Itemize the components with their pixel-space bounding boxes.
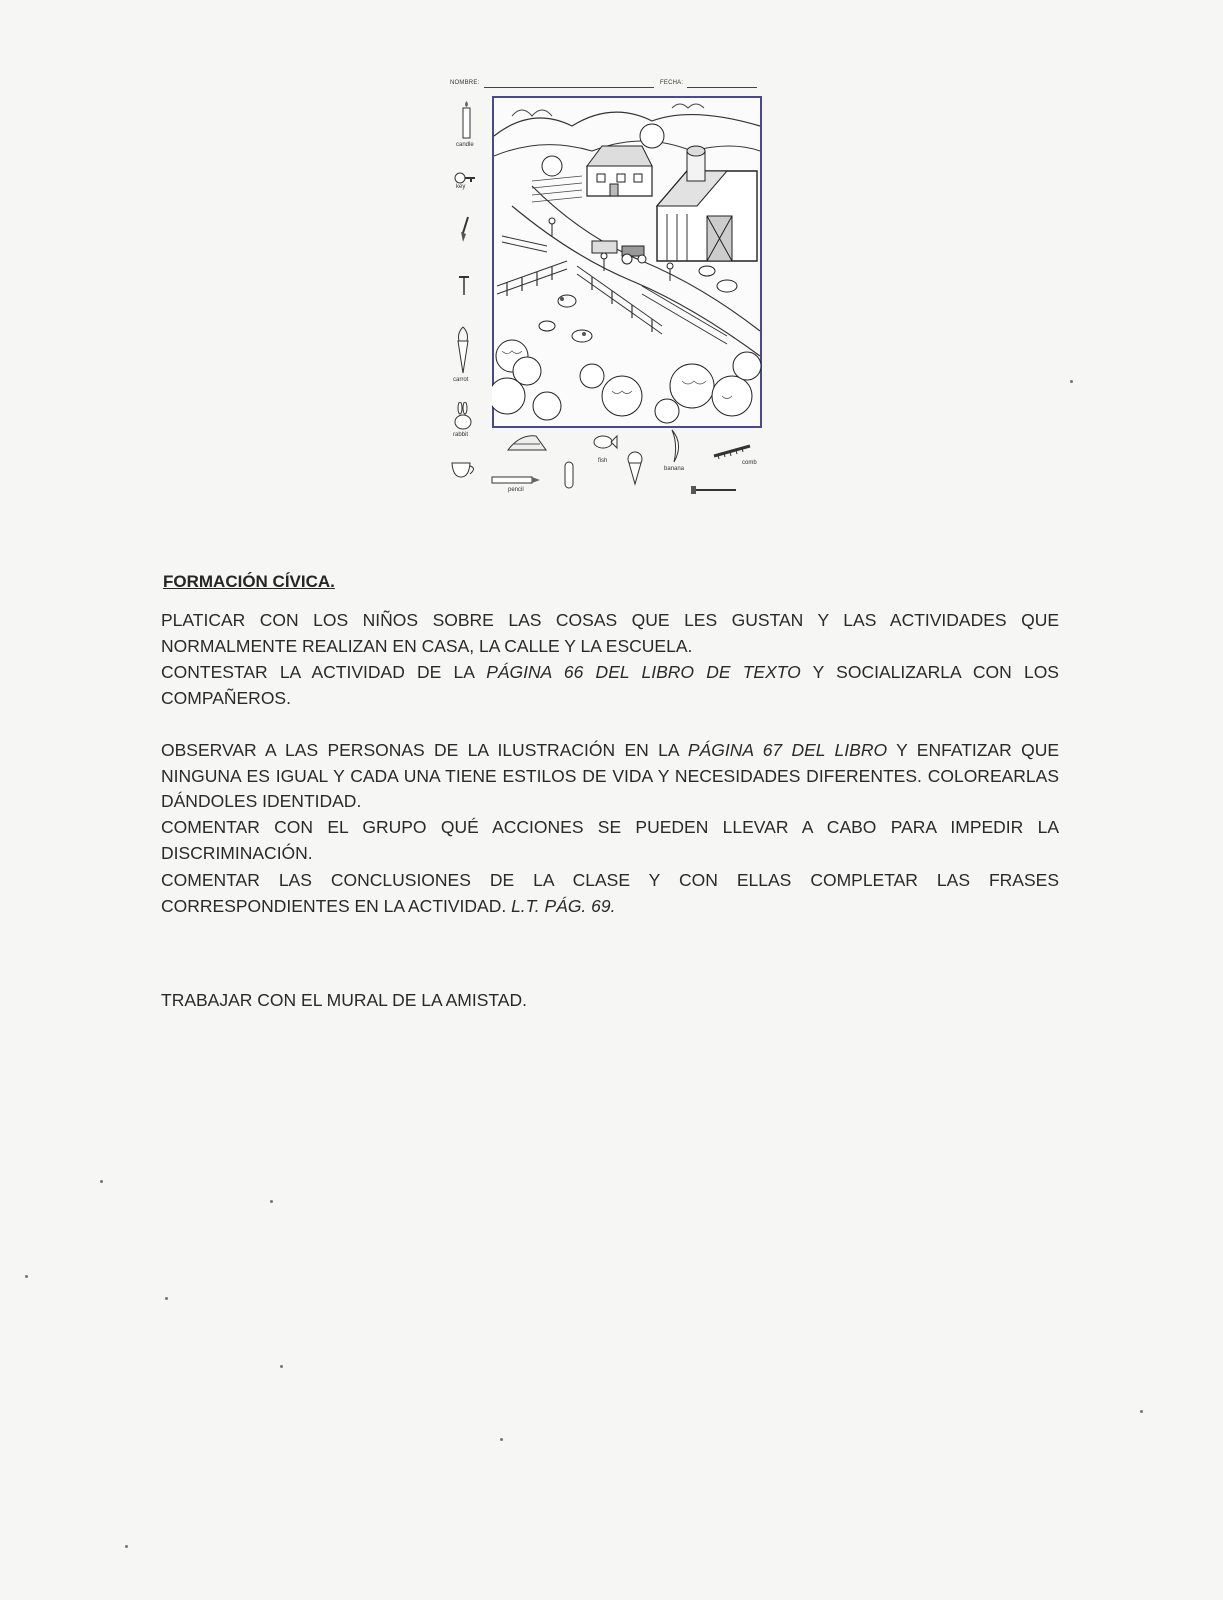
cup-icon	[450, 460, 478, 480]
fish-label: fish	[598, 458, 608, 464]
comb-label: comb	[742, 460, 757, 466]
paragraph-comentar-grupo	[161, 815, 1059, 866]
scan-speck	[125, 1545, 128, 1548]
name-line	[484, 87, 654, 88]
book-reference: PÁGINA 67 DEL LIBRO	[687, 740, 888, 760]
pencil-icon	[490, 475, 542, 485]
paragraph-contestar	[161, 660, 1059, 711]
scan-speck	[500, 1438, 503, 1441]
scan-speck	[165, 1297, 168, 1300]
date-line	[687, 87, 757, 88]
fish-icon	[592, 432, 618, 452]
farm-scene-illustration	[492, 96, 762, 428]
book-reference: L.T. PÁG. 69.	[511, 895, 616, 916]
section-title: FORMACIÓN CÍVICA.	[163, 572, 335, 591]
key-label: key	[456, 184, 466, 190]
pie-slice-icon	[506, 432, 548, 454]
date-label: FECHA:	[660, 80, 684, 86]
banana-label: banana	[664, 466, 685, 472]
carrot-label: carrot	[453, 377, 469, 383]
paragraph-platicar	[161, 608, 1059, 659]
paragraph-observar	[161, 738, 1059, 815]
name-label: NOMBRE:	[450, 80, 480, 86]
scan-speck	[270, 1200, 273, 1203]
paragraph-text: OBSERVAR A LAS PERSONAS DE LA ILUSTRACIÓN EN LA	[161, 740, 688, 760]
comb-icon	[712, 442, 752, 460]
hidden-objects-worksheet	[450, 80, 780, 500]
paragraph-mural	[161, 988, 1059, 1014]
paragraph-text: CONTESTAR LA ACTIVIDAD DE LA	[161, 662, 487, 682]
rabbit-label: rabbit	[453, 432, 469, 438]
scan-speck	[25, 1275, 28, 1278]
paragraph-comentar-conclusiones	[161, 868, 1059, 919]
screw-icon	[690, 485, 738, 495]
candle-label: candle	[456, 142, 474, 148]
book-reference: PÁGINA 66 DEL LIBRO DE TEXTO	[486, 662, 801, 682]
paragraph-text: COMENTAR CON EL GRUPO QUÉ ACCIONES SE PUEDEN LLEVAR A CABO PARA IMPEDIR LA DISCRIMINACIÓN.	[161, 817, 1059, 863]
ice-cream-icon	[626, 450, 644, 486]
pencil-label: pencil	[508, 487, 524, 493]
carrot-icon	[454, 325, 472, 375]
hook-icon	[562, 460, 576, 490]
scan-speck	[1070, 380, 1073, 383]
scan-speck	[1140, 1410, 1143, 1413]
paintbrush-icon	[458, 215, 472, 243]
scan-speck	[280, 1365, 283, 1368]
paragraph-text: COMENTAR LAS CONCLUSIONES DE LA CLASE Y CON ELLAS COMPLETAR LAS FRASES CORRESPONDIENTES EN LA ACTIVIDAD.	[161, 870, 1059, 916]
paragraph-text: Y SOCIALIZARLA CON LOS COMPAÑEROS.	[161, 662, 1059, 708]
paragraph-text: Y ENFATIZAR QUE NINGUNA ES IGUAL Y CADA UNA TIENE ESTILOS DE VIDA Y NECESIDADES DIFERENTES. COLOREARLAS DÁNDOLES IDENTIDAD.	[161, 740, 1060, 811]
rabbit-icon	[453, 402, 473, 432]
candle-icon	[460, 100, 474, 140]
paragraph-text: TRABAJAR CON EL MURAL DE LA AMISTAD.	[161, 990, 527, 1010]
nail-icon	[458, 275, 470, 297]
scan-speck	[100, 1180, 103, 1183]
banana-icon	[668, 428, 684, 464]
paragraph-text: PLATICAR CON LOS NIÑOS SOBRE LAS COSAS QUE LES GUSTAN Y LAS ACTIVIDADES QUE NORMALMENTE REALIZAN EN CASA, LA CALLE Y LA ESCUELA.	[161, 610, 1059, 656]
